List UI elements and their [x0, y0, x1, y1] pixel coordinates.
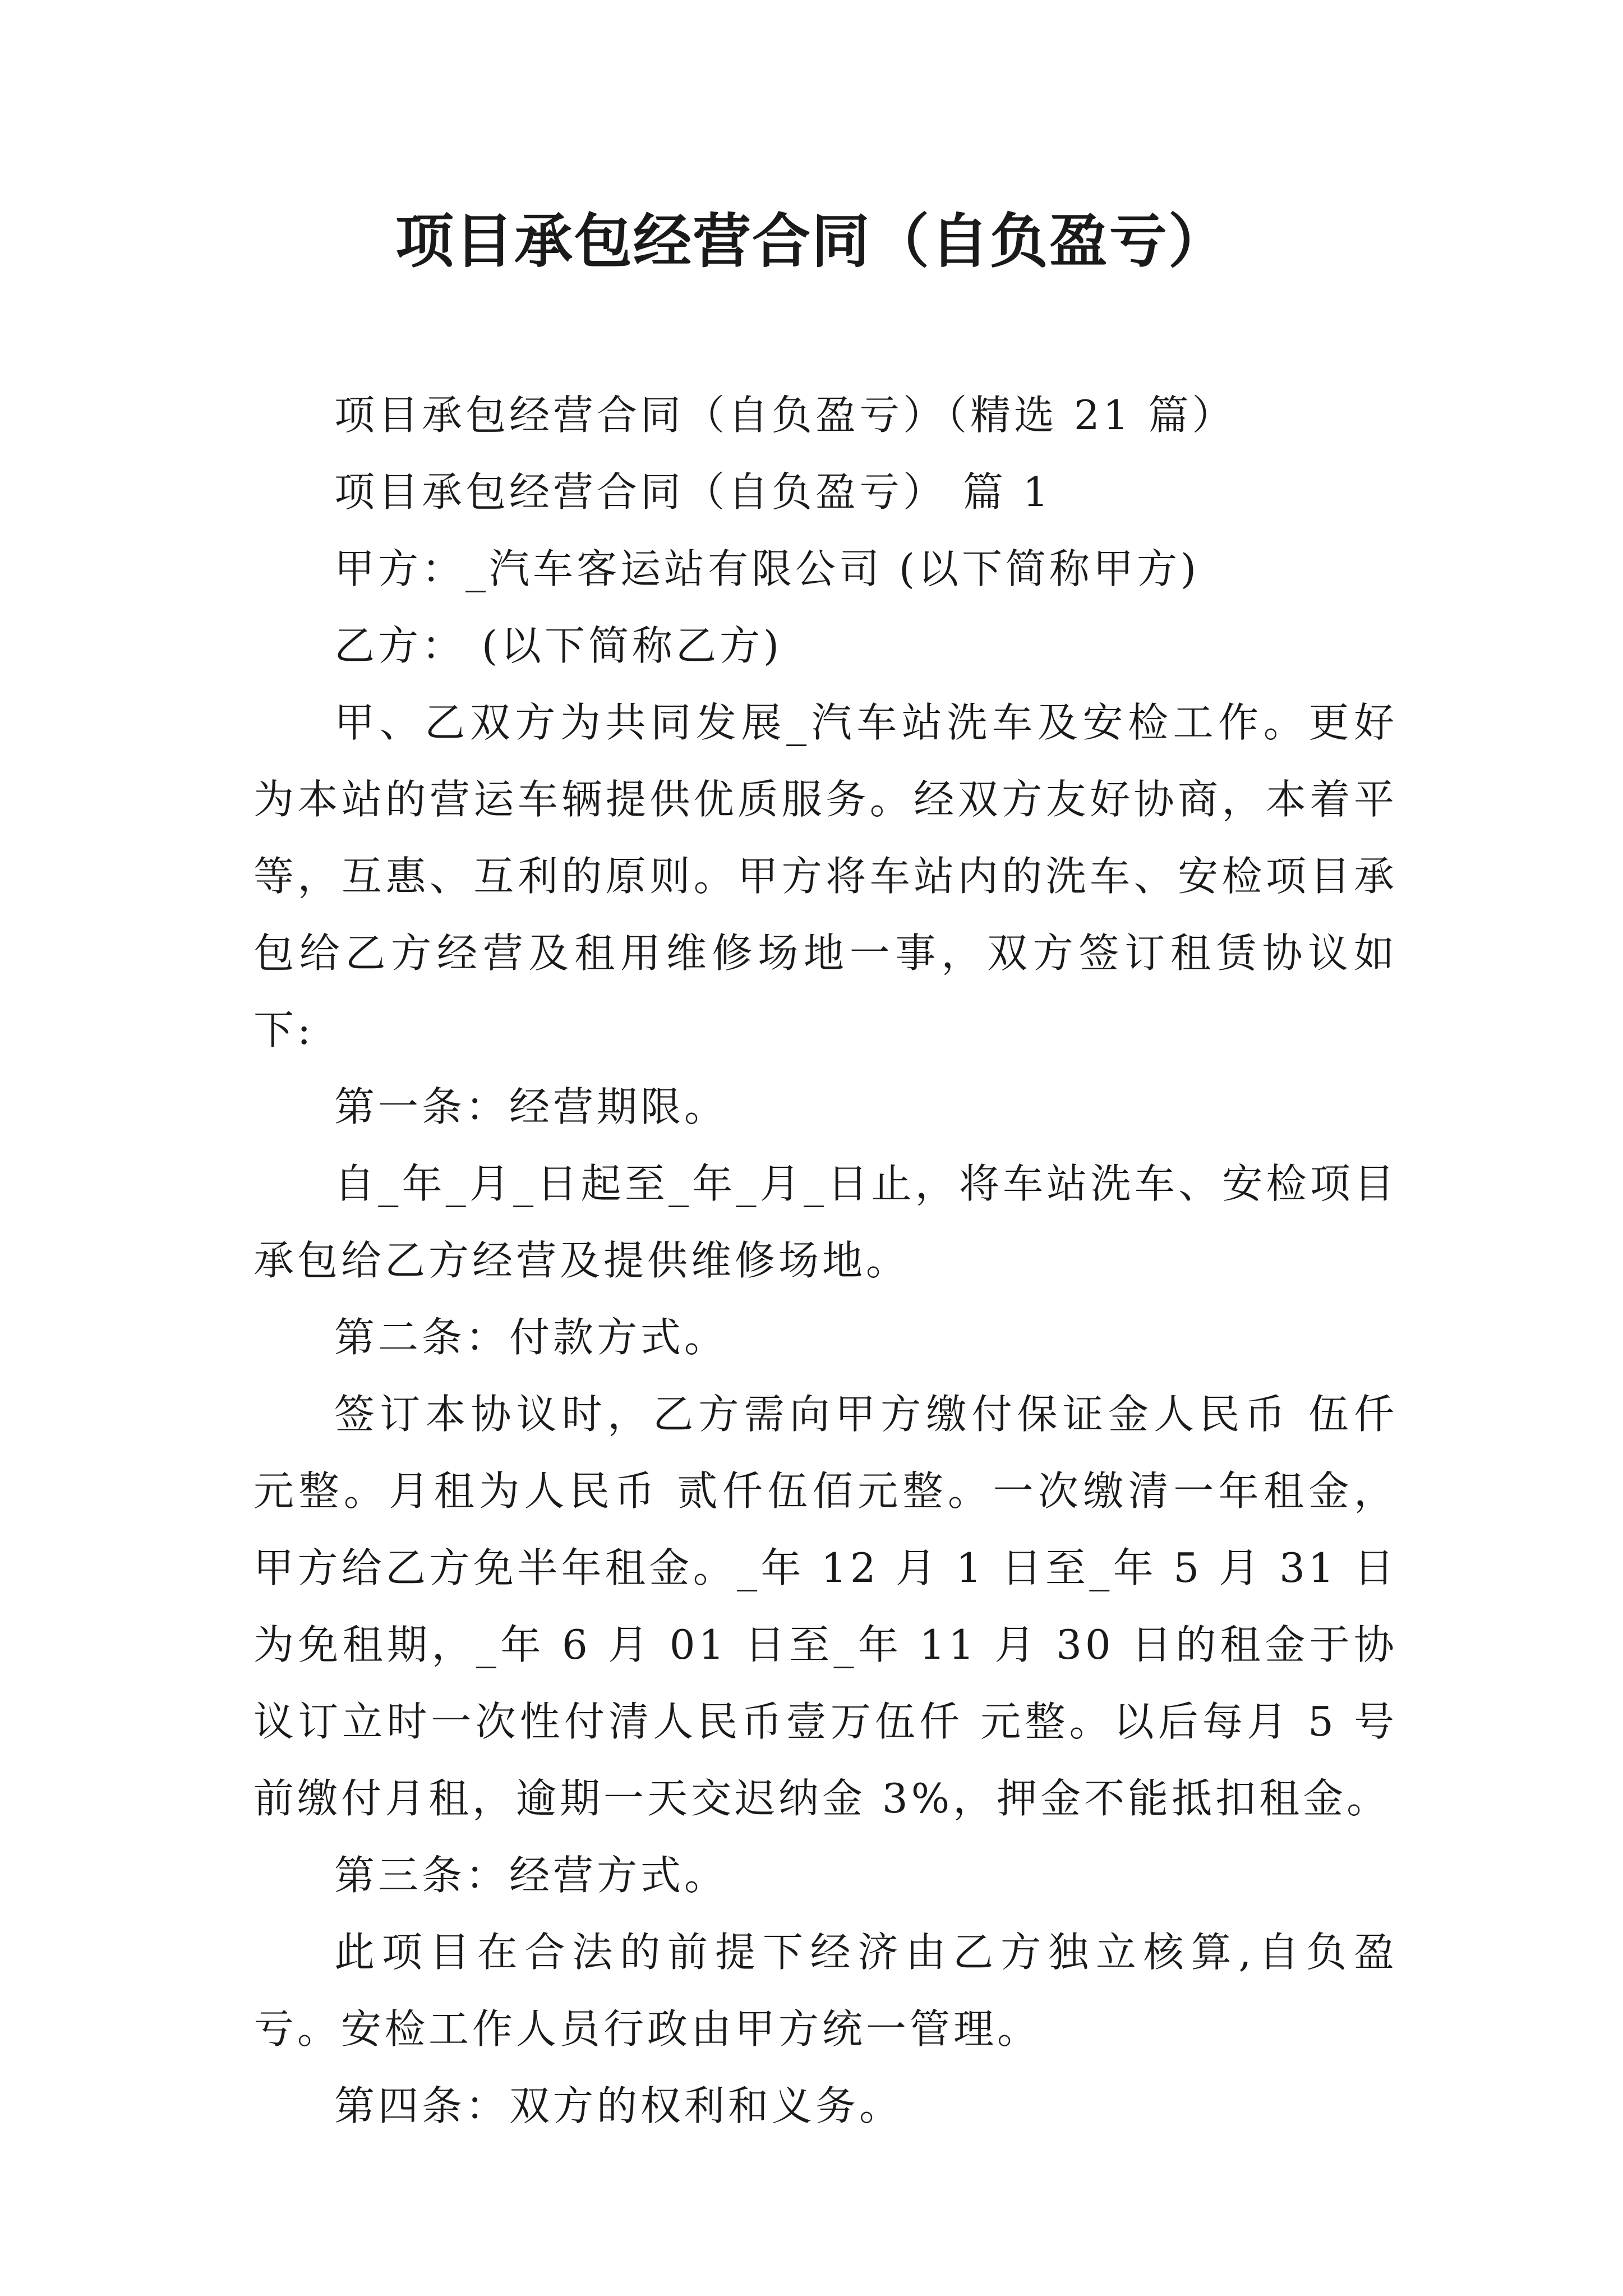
clause-3-text: 此项目在合法的前提下经济由乙方独立核算,自负盈亏。安检工作人员行政由甲方统一管理。 [253, 1929, 1398, 2053]
clause-2-heading: 第二条：付款方式。 [334, 1314, 728, 1361]
clause-4-heading: 第四条：双方的权利和义务。 [334, 2082, 903, 2129]
document-body [253, 377, 1398, 2145]
paragraph-party-a: 甲方：_汽车客运站有限公司 (以下简称甲方) [334, 545, 1200, 592]
clause-1-text: 自_年_月_日起至_年_月_日止，将车站洗车、安检项目承包给乙方经营及提供维修场地。 [253, 1160, 1398, 1284]
paragraph-party-b: 乙方： (以下简称乙方) [334, 622, 783, 669]
clause-3-heading: 第三条：经营方式。 [334, 1852, 728, 1899]
paragraph-heading-collection: 项目承包经营合同（自负盈亏）（精选 21 篇） [334, 392, 1236, 439]
paragraph-preamble: 甲、乙双方为共同发展_汽车站洗车及安检工作。更好为本站的营运车辆提供优质服务。经双方友好协商，本着平等，互惠、互利的原则。甲方将车站内的洗车、安检项目承包给乙方经营及租用维修场地一事，双方签订租赁协议如下: [253, 699, 1398, 1053]
clause-1-heading: 第一条：经营期限。 [334, 1083, 728, 1130]
document-title: 项目承包经营合同（自负盈亏） [395, 206, 1228, 275]
clause-2-text: 签订本协议时，乙方需向甲方缴付保证金人民币 伍仟元整。月租为人民币 贰仟伍佰元整。一次缴清一年租金，甲方给乙方免半年租金。_年 12 月 1 日至_年 5 月 31 日为免租期，_年 6 月 01 日至_年 11 月 30 日的租金于协议订立时一次性付清人民币壹万伍仟 元整。以后每月 5 号前缴付月租，逾期一天交迟纳金 3%，押金不能抵扣租金。 [253, 1391, 1398, 1822]
paragraph-heading-article: 项目承包经营合同（自负盈亏） 篇 1 [334, 468, 1052, 516]
